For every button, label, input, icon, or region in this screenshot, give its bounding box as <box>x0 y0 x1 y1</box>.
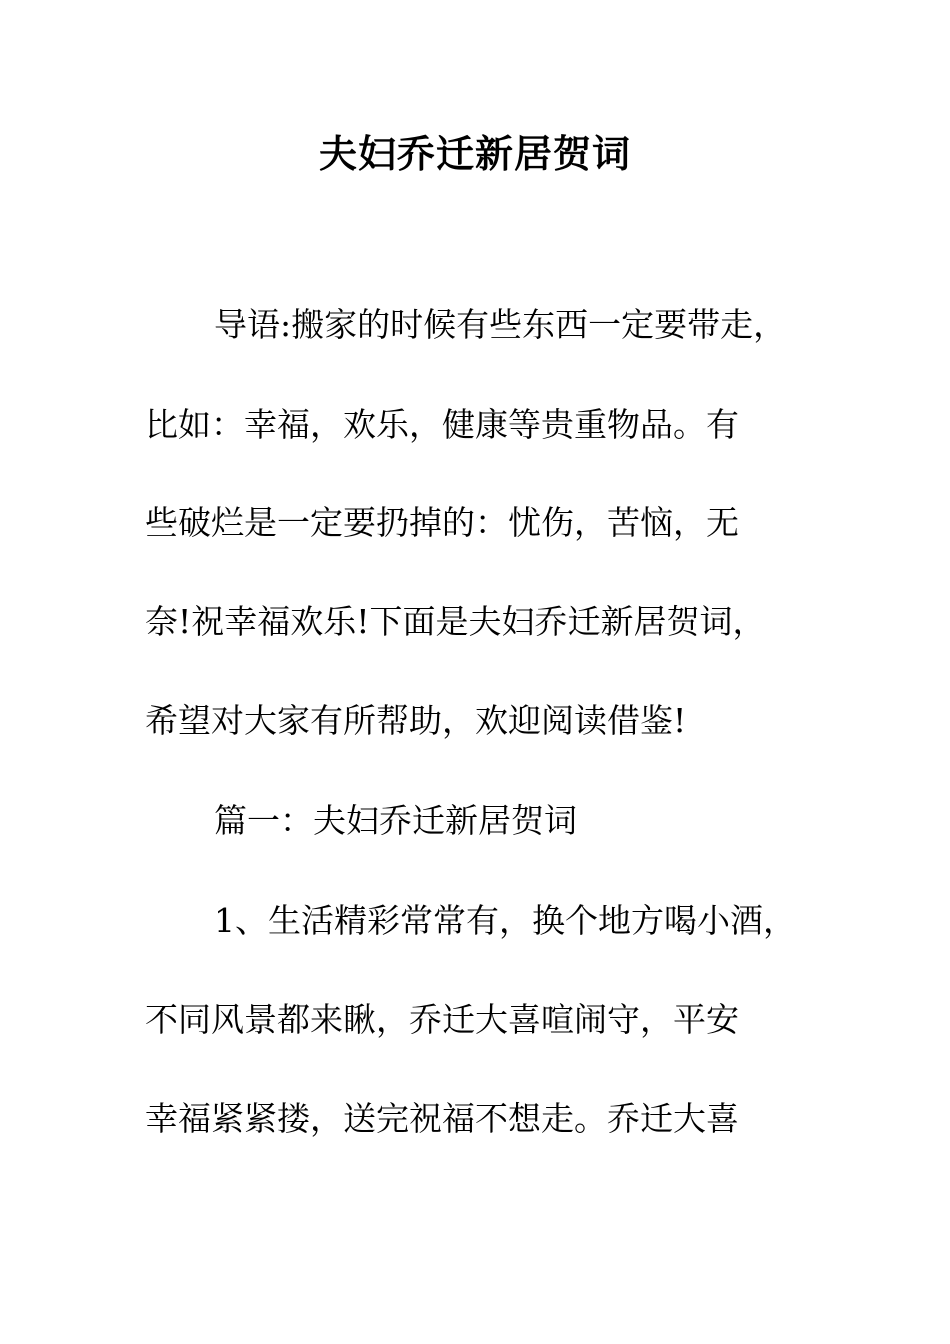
paragraph-line-item1-2: 不同风景都来瞅，乔迁大喜喧闹守，平安 <box>145 1000 739 1039</box>
section-heading: 篇一：夫妇乔迁新居贺词 <box>214 801 577 840</box>
paragraph-line-item1-3: 幸福紧紧搂，送完祝福不想走。乔迁大喜 <box>145 1099 739 1138</box>
paragraph-line-intro-2: 比如：幸福，欢乐，健康等贵重物品。有 <box>145 405 739 444</box>
paragraph-line-intro-1: 导语:搬家的时候有些东西一定要带走， <box>214 305 787 344</box>
paragraph-line-item1-1: 1、生活精彩常常有，换个地方喝小酒， <box>214 901 796 940</box>
paragraph-line-intro-5: 希望对大家有所帮助，欢迎阅读借鉴! <box>145 701 687 740</box>
paragraph-line-intro-3: 些破烂是一定要扔掉的：忧伤，苦恼，无 <box>145 503 739 542</box>
document-title: 夫妇乔迁新居贺词 <box>318 131 631 176</box>
paragraph-line-intro-4: 奈!祝幸福欢乐!下面是夫妇乔迁新居贺词， <box>145 602 766 641</box>
